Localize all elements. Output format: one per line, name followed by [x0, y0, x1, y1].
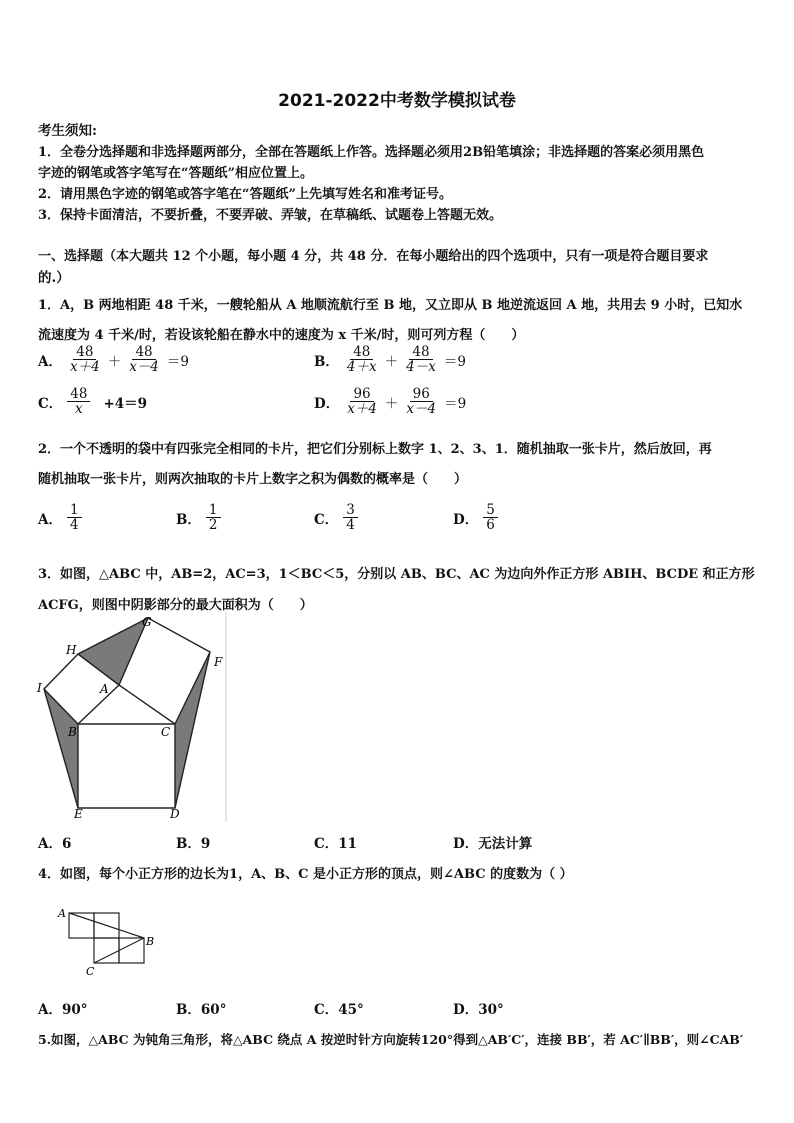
notice-line-1a: 1．全卷分选择题和非选择题两部分，全部在答题纸上作答。选择题必须用2B铅笔填涂；非选择题的答案必须用黑色	[38, 145, 705, 160]
fraction: $\frac{96}{x-4}$	[406, 386, 437, 418]
q4-figure	[55, 903, 165, 978]
page-title: 2021-2022中考数学模拟试卷	[278, 91, 516, 111]
label-g: G	[142, 615, 152, 629]
fraction: $\frac{48}{4-x}$	[406, 344, 436, 376]
fraction: $\frac{96}{x+4}$	[347, 386, 377, 418]
label-c: C	[161, 725, 171, 739]
fraction: $\frac{5}{6}$	[483, 503, 498, 532]
label-f: F	[214, 655, 223, 669]
q4-label-c: C	[86, 965, 95, 978]
q5-stem: 5.如图，△ABC 为钝角三角形，将△ABC 绕点 A 按逆时针方向旋转120°得到△AB′C′，连接 BB′，若 AC′∥BB′，则∠CAB′	[38, 1032, 744, 1047]
q3-figure	[30, 612, 240, 827]
fraction: $\frac{1}{4}$	[67, 503, 82, 532]
q4-label-a: A	[58, 907, 66, 920]
q3-stem-line-1: 3．如图，△ABC 中，AB=2，AC=3，1＜BC＜5，分别以 AB、BC、AC 为边向外作正方形 ABIH、BCDE 和正方形	[38, 567, 755, 582]
q4-option-b[interactable]: B．60°	[176, 1002, 227, 1018]
fraction: $\frac{48}{x+4}$	[69, 344, 100, 376]
notice-line-1b: 字迹的钢笔或答字笔写在“答题纸”相应位置上。	[38, 166, 313, 181]
q3-option-a[interactable]: A．6	[38, 836, 72, 852]
label-e: E	[74, 807, 83, 821]
section-heading-line-2: 的.）	[38, 270, 70, 286]
fraction: $\frac{1}{2}$	[206, 503, 221, 532]
q3-option-b[interactable]: B．9	[176, 836, 211, 852]
notice-line-2: 2．请用黑色字迹的钢笔或答字笔在“答题纸”上先填写姓名和准考证号。	[38, 187, 453, 202]
label-i: I	[37, 681, 42, 695]
q4-option-d[interactable]: D．30°	[453, 1002, 504, 1018]
q4-option-a[interactable]: A．90°	[38, 1002, 88, 1018]
q1-stem-line-2: 流速度为 4 千米/时，若设该轮船在静水中的速度为 x 千米/时，则可列方程（ ）	[38, 328, 525, 343]
label-h: H	[66, 643, 77, 657]
q2-option-d[interactable]: D． $\frac{5}{6}$	[453, 503, 499, 532]
q4-label-b: B	[146, 935, 155, 948]
q3-option-d[interactable]: D．无法计算	[453, 836, 533, 852]
q4-stem: 4．如图，每个小正方形的边长为1，A、B、C 是小正方形的顶点，则∠ABC 的度数为（ ）	[38, 867, 573, 882]
fraction: $\frac{3}{4}$	[343, 503, 358, 532]
q1-option-b[interactable]: B． $\frac{48}{4+x}$ ＋ $\frac{48}{4-x}$ ＝9	[314, 344, 466, 376]
label-d: D	[170, 807, 180, 821]
q1-option-d[interactable]: D． $\frac{96}{x+4}$ ＋ $\frac{96}{x-4}$ ＝9	[314, 386, 467, 418]
option-label: C．	[38, 395, 63, 412]
option-label: D．	[314, 395, 340, 412]
q1-stem-line-1: 1．A，B 两地相距 48 千米，一艘轮船从 A 地顺流航行至 B 地，又立即从 B 地逆流返回 A 地，共用去 9 小时，已知水	[38, 298, 743, 313]
q3-option-c[interactable]: C．11	[314, 836, 358, 852]
label-a: A	[100, 682, 109, 696]
q4-option-c[interactable]: C．45°	[314, 1002, 364, 1018]
option-label: A．	[38, 353, 62, 370]
q3-stem-line-2: ACFG，则图中阴影部分的最大面积为（ ）	[38, 598, 313, 613]
q1-option-a[interactable]: A． $\frac{48}{x+4}$ ＋ $\frac{48}{x-4}$ ＝9	[38, 344, 189, 376]
q2-option-a[interactable]: A． $\frac{1}{4}$	[38, 503, 83, 532]
fraction: $\frac{48}{4+x}$	[346, 344, 377, 376]
shaded-region-top	[78, 618, 148, 685]
q2-option-b[interactable]: B． $\frac{1}{2}$	[176, 503, 222, 532]
q2-option-c[interactable]: C． $\frac{3}{4}$	[314, 503, 359, 532]
section-heading-line-1: 一、选择题（本大题共 12 个小题，每小题 4 分，共 48 分．在每小题给出的四个选项中，只有一项是符合题目要求	[38, 249, 709, 264]
q1-option-c[interactable]: C． $\frac{48}{x}$ +4＝9	[38, 386, 148, 418]
fraction: $\frac{48}{x}$	[67, 387, 90, 416]
notice-heading: 考生须知:	[38, 123, 97, 139]
notice-line-3: 3．保持卡面清洁，不要折叠，不要弄破、弄皱，在草稿纸、试题卷上答题无效。	[38, 208, 503, 223]
q2-stem-line-1: 2．一个不透明的袋中有四张完全相同的卡片，把它们分别标上数字 1、2、3、1．随机抽取一张卡片，然后放回，再	[38, 442, 712, 457]
fraction: $\frac{48}{x-4}$	[129, 344, 159, 376]
option-label: B．	[314, 353, 339, 370]
label-b: B	[68, 725, 77, 739]
q2-stem-line-2: 随机抽取一张卡片，则两次抽取的卡片上数字之积为偶数的概率是（ ）	[38, 472, 468, 487]
